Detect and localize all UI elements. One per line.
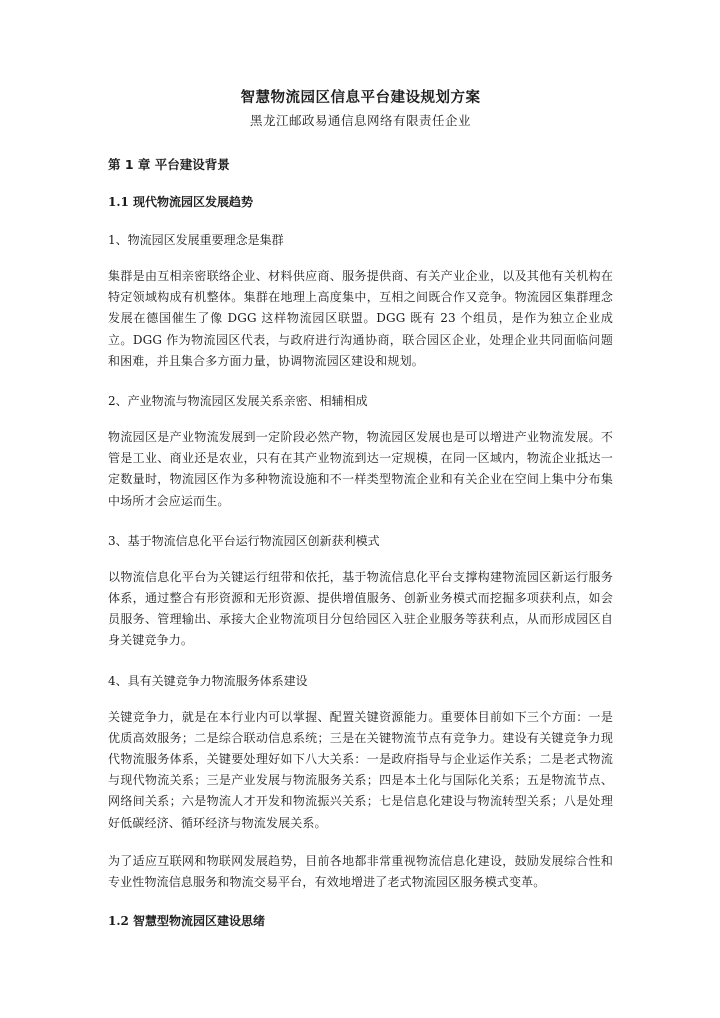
subheading-2: 2、产业物流与物流园区发展关系亲密、相辅相成 [108,394,368,409]
subheading-3: 3、基于物流信息化平台运行物流园区创新获利模式 [108,533,380,548]
section-heading-1-2: 1.2 智慧型物流园区建设思绪 [108,914,266,929]
paragraph-2: 物流园区是产业物流发展到一定阶段必然产物，物流园区发展也是可以增进产业物流发展。不管是工业、商业还是农业，只有在其产业物流到达一定规模，在同一区域内，物流企业抵达一定数量时，物流园区作为多种物流设施和不一样类型物流企业和有关企业在空间上集中分布集中场所才会应运而生。 [108,430,613,508]
chapter-heading: 第 1 章 平台建设背景 [108,157,230,172]
paragraph-1: 集群是由互相亲密联络企业、材料供应商、服务提供商、有关产业企业，以及其他有关机构在特定领域构成有机整体。集群在地理上高度集中，互相之间既合作又竞争。物流园区集群理念发展在德国催生了像 DGG 这样物流园区联盟。DGG 既有 23 个组员，是作为独立企业成立。DGG 作为物流园区代表，与政府进行沟通协商，联合园区企业，处理企业共同面临问题和困难，并且集合多方面力量，协调物流园区建设和规划。 [108,269,613,368]
subheading-1: 1、物流园区发展重要理念是集群 [108,233,284,247]
document-title: 智慧物流园区信息平台建设规划方案 [240,90,481,106]
document-body [108,88,613,930]
section-heading-1-1: 1.1 现代物流园区发展趋势 [108,195,254,209]
subheading-4: 4、具有关键竞争力物流服务体系建设 [108,673,308,688]
paragraph-5: 为了适应互联网和物联网发展趋势，目前各地都非常重视物流信息化建设，鼓励发展综合性和专业性物流信息服务和物流交易平台，有效地增进了老式物流园区服务模式变革。 [108,853,613,890]
paragraph-4: 关键竞争力，就是在本行业内可以掌握、配置关键资源能力。重要体目前如下三个方面：一是优质高效服务；二是综合联动信息系统；三是在关键物流节点有竞争力。建设有关键竞争力现代物流服务体系，关键要处理好如下八大关系：一是政府指导与企业运作关系；二是老式物流与现代物流关系；三是产业发展与物流服务关系；四是本土化与国际化关系；五是物流节点、网络间关系；六是物流人才开发和物流振兴关系；七是信息化建设与物流转型关系；八是处理好低碳经济、循环经济与物流发展关系。 [108,709,613,830]
document-subtitle: 黑龙江邮政易通信息网络有限责任企业 [249,113,471,128]
paragraph-3: 以物流信息化平台为关键运行纽带和依托，基于物流信息化平台支撑构建物流园区新运行服务体系，通过整合有形资源和无形资源、提供增值服务、创新业务模式而挖掘多项获利点，如会员服务、管理输出、承接大企业物流项目分包给园区入驻企业服务等获利点，从而形成园区自身关键竞争力。 [108,569,613,648]
